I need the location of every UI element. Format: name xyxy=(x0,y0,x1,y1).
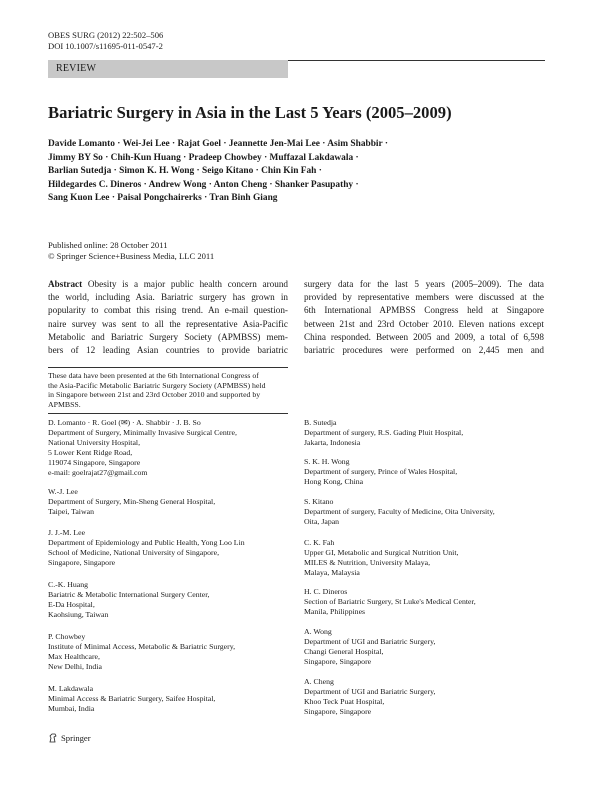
abstract-line: naire survey was sent to all the representative Asia-Pacific xyxy=(48,318,288,329)
article-title: Bariatric Surgery in Asia in the Last 5 Years (2005–2009) xyxy=(48,103,452,122)
affiliation-authors: W.-J. Lee xyxy=(48,487,78,496)
abstract-line: 6th International APMBSS Congress held at Singapore xyxy=(304,305,544,316)
affiliation-line: e-mail: goelrajat27@gmail.com xyxy=(48,468,148,477)
author-line: Barlian Sutedja · Simon K. H. Wong · Seigo Kitano · Chin Kin Fah · xyxy=(48,166,322,177)
affiliation-block xyxy=(304,418,463,448)
footnote-rule xyxy=(48,367,288,368)
abstract-line: between 21st and 23rd October 2010. Eleven nations except xyxy=(304,318,544,329)
affiliation-line: Department of Epidemiology and Public Health, Yong Loo Lin xyxy=(48,538,245,547)
affiliation-line: Department of surgery, Prince of Wales Hospital, xyxy=(304,467,458,476)
author-line: Davide Lomanto · Wei-Jei Lee · Rajat Goel · Jeannette Jen-Mai Lee · Asim Shabbir · xyxy=(48,139,388,149)
publisher-footer xyxy=(48,733,91,743)
affiliation-block xyxy=(48,418,237,478)
section-band xyxy=(48,60,288,78)
affiliation-authors: S. Kitano xyxy=(304,497,334,506)
affiliation-line: Manila, Philippines xyxy=(304,607,366,616)
abstract-line: provided by representative members were discussed at the xyxy=(304,292,544,303)
affiliation-line: Malaya, Malaysia xyxy=(304,568,360,577)
affiliation-line: Minimal Access & Bariatric Surgery, Saifee Hospital, xyxy=(48,694,216,703)
affiliation-line: 119074 Singapore, Singapore xyxy=(48,458,141,467)
affiliation-line: School of Medicine, National University of Singapore, xyxy=(48,548,220,557)
affiliation-line: Department of surgery, R.S. Gading Pluit Hospital, xyxy=(304,428,464,437)
affiliation-line: Upper GI, Metabolic and Surgical Nutrition Unit, xyxy=(304,548,459,557)
footnote-line: APMBSS. xyxy=(48,399,81,409)
abstract-line: bers of 12 leading Asian countries to provide bariatric xyxy=(48,345,288,356)
affiliation-line: Department of surgery, Faculty of Medicine, Oita University, xyxy=(304,507,495,516)
affiliation-line: Singapore, Singapore xyxy=(304,657,372,666)
affiliation-line: Hong Kong, China xyxy=(304,477,364,486)
affiliation-line: Oita, Japan xyxy=(304,517,340,526)
affiliation-line: Singapore, Singapore xyxy=(48,558,116,567)
abstract-line: bariatric procedures were performed on 2,445 men and xyxy=(304,345,544,356)
published-date: Published online: 28 October 2011 xyxy=(48,240,168,250)
abstract-line: Metabolic and Bariatric Surgery Society (APMBSS) mem- xyxy=(48,331,288,342)
affiliation-line: Section of Bariatric Surgery, St Luke's Medical Center, xyxy=(304,597,476,606)
affiliation-line: Taipei, Taiwan xyxy=(48,507,94,516)
publisher-name: Springer xyxy=(61,733,91,743)
affiliation-authors: M. Lakdawala xyxy=(48,684,94,693)
affiliation-line: Department of UGI and Bariatric Surgery, xyxy=(304,637,436,646)
doi-line: DOI 10.1007/s11695-011-0547-2 xyxy=(48,40,163,51)
abstract-line: popularity to combat this rising trend. An e-mail question- xyxy=(48,305,288,316)
affiliation-line: Institute of Minimal Access, Metabolic & Bariatric Surgery, xyxy=(48,642,236,651)
affiliation-line: MILES & Nutrition, University Malaya, xyxy=(304,558,431,567)
affiliation-authors: D. Lomanto · R. Goel (✉) · A. Shabbir · J. B. So xyxy=(48,418,201,427)
affiliation-authors: H. C. Dineros xyxy=(304,587,348,596)
footnote-line: in Singapore between 21st and 23rd October 2010 and supported by xyxy=(48,390,261,400)
author-line: Jimmy BY So · Chih-Kun Huang · Pradeep Chowbey · Muffazal Lakdawala · xyxy=(48,152,359,163)
copyright: © Springer Science+Business Media, LLC 2011 xyxy=(48,250,215,261)
springer-horse-icon xyxy=(48,733,58,743)
affiliation-authors: B. Sutedja xyxy=(304,418,337,427)
affiliation-line: 5 Lower Kent Ridge Road, xyxy=(48,448,133,457)
affiliation-line: E-Da Hospital, xyxy=(48,600,95,609)
affiliation-authors: C.-K. Huang xyxy=(48,580,89,589)
affiliation-line: Changi General Hospital, xyxy=(304,647,384,656)
affiliation-block xyxy=(304,538,458,578)
affiliation-line: Max Healthcare, xyxy=(48,652,100,661)
affiliation-block xyxy=(304,587,476,617)
affiliation-authors: C. K. Fah xyxy=(304,538,335,547)
affiliation-block xyxy=(304,677,435,717)
affiliation-line: Jakarta, Indonesia xyxy=(304,438,361,447)
abstract-line: surgery data for the last 5 years (2005–2009). The data xyxy=(304,279,544,289)
affiliation-block xyxy=(48,528,245,568)
footnote xyxy=(48,371,288,409)
affiliation-line: National University Hospital, xyxy=(48,438,141,447)
abstract-line: the world, including Asia. Bariatric surgery has grown in xyxy=(48,292,288,303)
abstract-heading: Abstract xyxy=(48,279,83,289)
author-list xyxy=(48,138,518,206)
affiliation-block xyxy=(48,487,215,517)
affiliation-block xyxy=(304,627,435,667)
publication-info xyxy=(48,240,214,261)
affiliation-block xyxy=(304,497,495,527)
affiliation-line: Department of Surgery, Min-Sheng General Hospital, xyxy=(48,497,216,506)
affiliation-authors: J. J.-M. Lee xyxy=(48,528,86,537)
author-line: Sang Kuon Lee · Paisal Pongchairerks · Tran Binh Giang xyxy=(48,193,278,204)
affiliation-line: Mumbai, India xyxy=(48,704,95,713)
affiliation-line: Kaohsiung, Taiwan xyxy=(48,610,109,619)
abstract-line: Abstract Obesity is a major public health concern around xyxy=(48,279,289,289)
section-label: REVIEW xyxy=(56,63,97,74)
affiliation-block xyxy=(48,580,210,620)
affiliation-authors: S. K. H. Wong xyxy=(304,457,350,466)
abstract-line: China responded. Between 2005 and 2009, a total of 6,598 xyxy=(304,331,544,342)
affiliation-line: Department of Surgery, Minimally Invasive Surgical Centre, xyxy=(48,428,237,437)
affiliation-block xyxy=(48,684,215,714)
affiliation-authors: P. Chowbey xyxy=(48,632,86,641)
affiliation-rule xyxy=(48,413,288,414)
affiliation-block xyxy=(304,457,457,487)
journal-line: OBES SURG (2012) 22:502–506 xyxy=(48,30,164,40)
affiliation-authors: A. Wong xyxy=(304,627,332,636)
affiliation-block xyxy=(48,632,235,672)
affiliation-line: Singapore, Singapore xyxy=(304,707,372,716)
affiliation-line: Department of UGI and Bariatric Surgery, xyxy=(304,687,436,696)
affiliation-line: New Delhi, India xyxy=(48,662,102,671)
affiliation-line: Bariatric & Metabolic International Surgery Center, xyxy=(48,590,210,599)
author-line: Hildegardes C. Dineros · Andrew Wong · Anton Cheng · Shanker Pasupathy · xyxy=(48,179,359,190)
footnote-line: the Asia-Pacific Metabolic Bariatric Surgery Society (APMBSS) held xyxy=(48,380,266,390)
affiliation-authors: A. Cheng xyxy=(304,677,334,686)
affiliation-line: Khoo Teck Puat Hospital, xyxy=(304,697,385,706)
journal-citation xyxy=(48,30,163,51)
abstract-right-column xyxy=(304,278,544,357)
abstract-left-column xyxy=(48,278,288,357)
footnote-line: These data have been presented at the 6th International Congress of xyxy=(48,371,259,380)
